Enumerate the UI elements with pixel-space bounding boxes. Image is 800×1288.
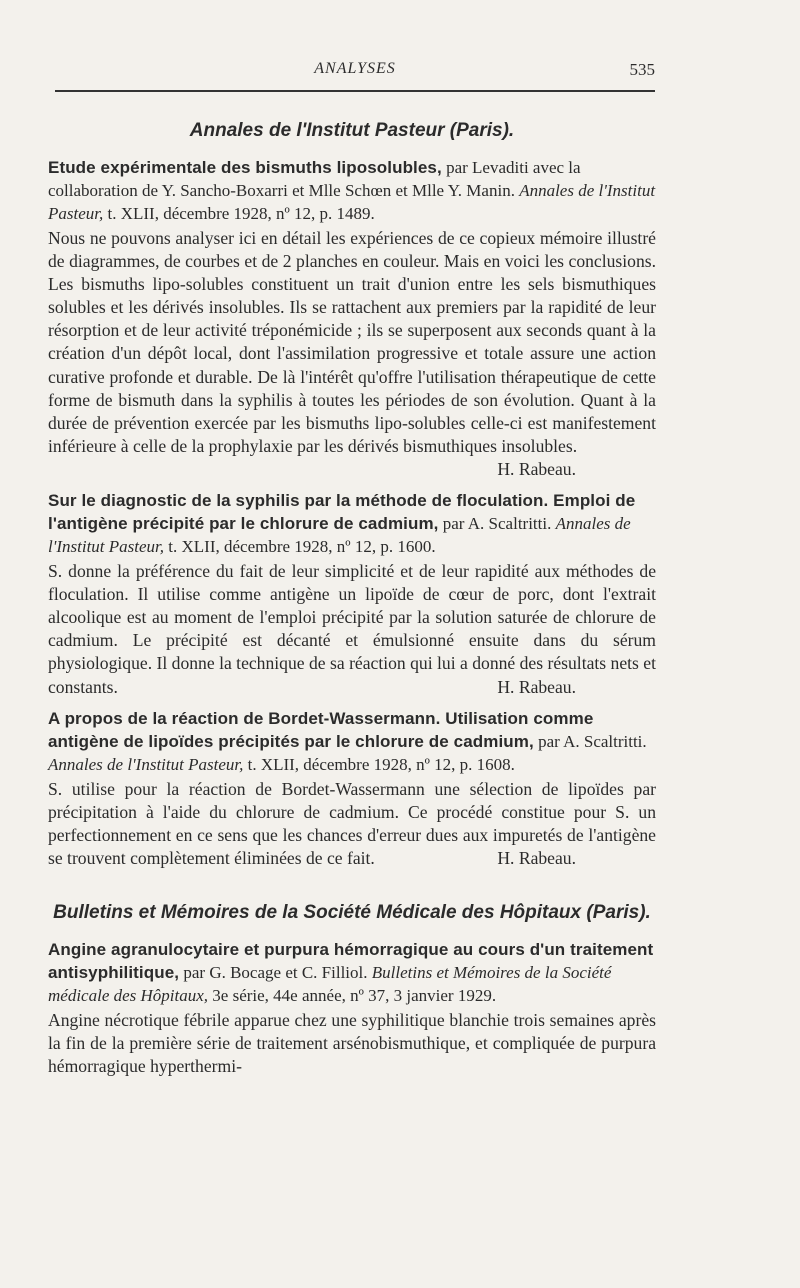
page-number: 535 — [629, 60, 655, 79]
signature: H. Rabeau. — [497, 676, 576, 697]
abstract-text: Angine nécrotique fébrile apparue chez une syphilitique blanchie trois semaines après la fin de la première série de traitement arsénobismuthique, et compliquée de purpura hémorragique hyperthermi- — [48, 1009, 656, 1077]
article — [48, 938, 656, 1078]
article-citation — [48, 707, 656, 776]
signature: H. Rabeau. — [497, 458, 576, 479]
article-citation — [48, 489, 656, 558]
abstract-text: Nous ne pouvons analyser ici en détail les expériences de ce copieux mémoire illustré de diagrammes, de courbes et de 2 planches en couleur. Mais en voici les conclusions. Les bismuths lipo-solubles constituent un trait d'union entre les sels bismuthiques solubles et les dérivés insolubles. Ils se rattachent aux premiers par la rapidité de leur résorption et de leur activité tréponémicide ; ils se superposent aux seconds quant à la création d'un dépôt local, dont l'assimilation progressive et totale assure une action curative profonde et durable. De là l'intérêt qu'offre l'utilisation thérapeutique de cette forme de bismuth dans la syphilis à toutes les périodes de son évolution. Quant à la durée de prévention exercée par les bismuths lipo-solubles celle-ci est manifestement inférieure à celle de la prophylaxie par les dérivés bismuthiques insolubles. — [48, 228, 656, 456]
citation-details: t. XLII, décembre 1928, nº 12, p. 1489. — [103, 204, 375, 223]
journal-reference: Annales de l'Institut Pasteur, — [48, 181, 656, 223]
article-title: A propos de la réaction de Bordet-Wassermann. Utilisation comme antigène de lipoïdes précipités par le chlorure de cadmium, — [48, 708, 594, 751]
article-citation — [48, 156, 656, 225]
citation-details: 3e série, 44e année, nº 37, 3 janvier 1929. — [208, 985, 497, 1005]
citation-details: t. XLII, décembre 1928, nº 12, p. 1600. — [164, 537, 436, 557]
article-authors: par A. Scaltritti. — [438, 514, 552, 534]
header-rule — [55, 90, 655, 92]
article-authors: par Levaditi avec la collaboration de Y. Sancho-Boxarri et Mlle Schœn et Mlle Y. Manin. — [48, 158, 581, 200]
running-title: ANALYSES — [314, 60, 396, 77]
article-title: Etude expérimentale des bismuths liposolubles, — [48, 158, 442, 177]
article-body — [48, 778, 656, 870]
signature: H. Rabeau. — [497, 847, 576, 868]
article-authors: par A. Scaltritti. — [533, 731, 647, 751]
article-authors: par G. Bocage et C. Filliol. — [179, 962, 368, 982]
article — [48, 156, 656, 481]
article-body — [48, 560, 656, 699]
article — [48, 707, 656, 870]
abstract-text: S. donne la préférence du fait de leur simplicité et de leur rapidité aux méthodes de floculation. Il utilise comme antigène un lipoïde de cœur de porc, dont l'extrait alcoolique est au moment de l'emploi précipité par la solution saturée de chlorure de cadmium. Le précipité est décanté et émulsionné ensuite dans du sérum physiologique. Il donne la technique de sa réaction qui lui a donné des résultats nets et constants. — [48, 561, 656, 697]
article — [48, 489, 656, 699]
article-body — [48, 1009, 656, 1078]
journal-heading: Annales de l'Institut Pasteur (Paris). — [189, 120, 515, 141]
citation-details: t. XLII, décembre 1928, nº 12, p. 1608. — [243, 754, 515, 774]
page-header — [55, 60, 655, 88]
article-citation — [48, 938, 656, 1007]
article-title: Sur le diagnostic de la syphilis par la méthode de floculation. Emploi de l'antigène précipité par le chlorure de cadmium, — [48, 491, 636, 534]
article-body — [48, 227, 656, 481]
journal-heading: Bulletins et Mémoires de la Société Médicale des Hôpitaux (Paris). — [53, 901, 651, 923]
article-title: Angine agranulocytaire et purpura hémorragique au cours d'un traitement antisyphilitique, — [48, 939, 654, 982]
abstract-text: S. utilise pour la réaction de Bordet-Wassermann une sélection de lipoïdes par précipitation à l'aide du chlorure de cadmium. Ce procédé constitue pour S. un perfectionnement en ce sens que les chances d'erreur dues aux impuretés de l'antigène se trouvent complètement éliminées de ce fait. — [48, 778, 656, 868]
journal-reference: Bulletins et Mémoires de la Société médicale des Hôpitaux, — [48, 962, 612, 1005]
page-content — [48, 118, 656, 1086]
journal-reference: Annales de l'Institut Pasteur, — [48, 754, 244, 774]
journal-reference: Annales de l'Institut Pasteur, — [48, 514, 631, 557]
